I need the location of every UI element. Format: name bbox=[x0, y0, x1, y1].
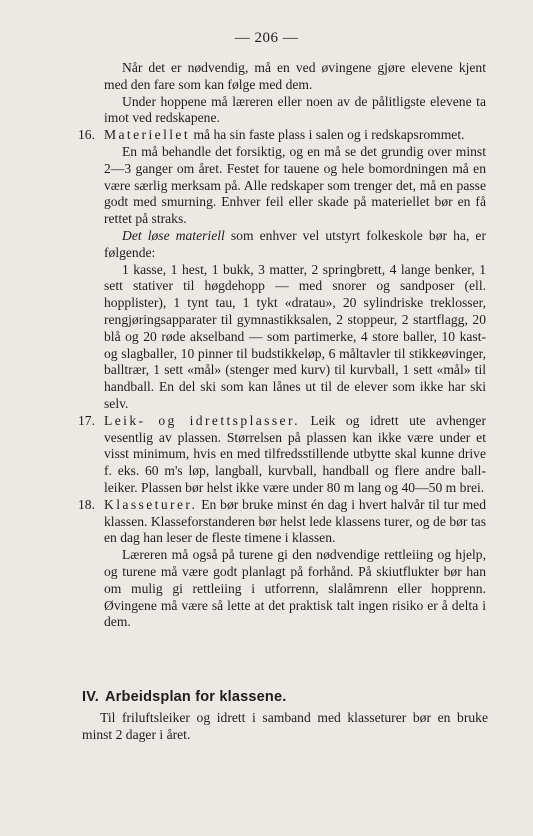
section-heading bbox=[82, 689, 502, 705]
section-item-16 bbox=[78, 127, 486, 413]
item-text: Leik og idrett ute avhenger vesentlig av plassen. Størrelsen på plassen kan ikke være under et visst minimum, hvis en med tilfredsstillende utbytte skal kunne drive f. eks. 60 m's løp, langball, kurvball, handball og flere andre ball-leiker. Plassen bør helst ikke være under 80 m lang og 40—50 m brei. bbox=[104, 412, 486, 495]
equipment-list: 1 kasse, 1 hest, 1 bukk, 3 matter, 2 springbrett, 4 lange benker, 1 sett stativer til høgdehopp — med snorer og sandposer (ell. hopplister), 1 tynt tau, 1 tykt «dratau», 20 sylindriske treklosser, rengjøringsapparater til gymnastikksalen, 2 stoppeur, 2 startflagg, 20 blå og 20 røde akselband — som partimerke, 4 store baller, 10 kast- og slagballer, 10 pinner til budstikkeløp, 6 måltavler til stikkeøvinger, balltrær, 1 sett «mål» (stenger med kurv) til kurvball, 1 sett «mål» til handball. En del ski som kan lånes ut til de elever som ikke har ski selv. bbox=[104, 261, 486, 411]
item-text: En bør bruke minst én dag i hvert halvår til tur med klassen. Klasseforstanderen bør helst lede klassens turer, og de bør tas en dag han leser de fleste timene i klassen. bbox=[104, 496, 486, 546]
item-heading: Materiellet bbox=[104, 127, 191, 143]
body-text bbox=[78, 60, 486, 631]
section-item-17 bbox=[78, 412, 486, 497]
italic-term: Det løse materiell bbox=[122, 227, 225, 243]
paragraph-text: som enhver vel utstyrt folkeskole bør ha, er følgende: bbox=[104, 227, 486, 260]
item-number: 18. bbox=[78, 496, 95, 512]
section-title: Arbeidsplan for klassene. bbox=[105, 689, 287, 705]
paragraph: Under hoppene må læreren eller noen av de pålitligste elevene ta imot ved redskapene. bbox=[104, 93, 486, 126]
paragraph: Når det er nødvendig, må en ved øvingene gjøre elevene kjent med den fare som kan følge med dem. bbox=[104, 60, 486, 92]
closing-paragraph: Til friluftsleiker og idrett i samband med klasseturer bør en bruke minst 2 dager i året. bbox=[82, 710, 488, 742]
item-intro bbox=[104, 413, 486, 497]
item-number: 16. bbox=[78, 127, 95, 143]
section-item-18 bbox=[78, 496, 486, 631]
item-number: 17. bbox=[78, 412, 95, 428]
item-intro bbox=[104, 497, 486, 547]
paragraph: En må behandle det forsiktig, og en må se det grundig over minst 2—3 ganger om året. Festet for tauene og hele bomordningen må en være særlig merksam på. Alle redskaper som trenger det, må en passe godt med smurning. Enhver feil eller skade på materiellet bør en få rettet på straks. bbox=[104, 143, 486, 227]
item-text: må ha sin faste plass i salen og i redskapsrommet. bbox=[190, 127, 465, 143]
paragraph: Læreren må også på turene gi den nødvendige rettleiing og hjelp, og turene må være godt planlagt på forhånd. På skiutflukter bør han om mulig gi rettleiing i utforrenn, slalåmrenn eller hopprenn. Øvingene må være så lette at det praktisk talt ingen risiko er å delta i dem. bbox=[104, 547, 486, 630]
section-roman-numeral: IV. bbox=[82, 689, 99, 705]
item-heading: Leik- og idrettsplasser. bbox=[104, 412, 300, 428]
paragraph bbox=[104, 228, 486, 262]
page-number: — 206 — bbox=[234, 30, 299, 46]
item-intro bbox=[104, 127, 486, 144]
item-heading: Klasseturer. bbox=[104, 496, 198, 512]
